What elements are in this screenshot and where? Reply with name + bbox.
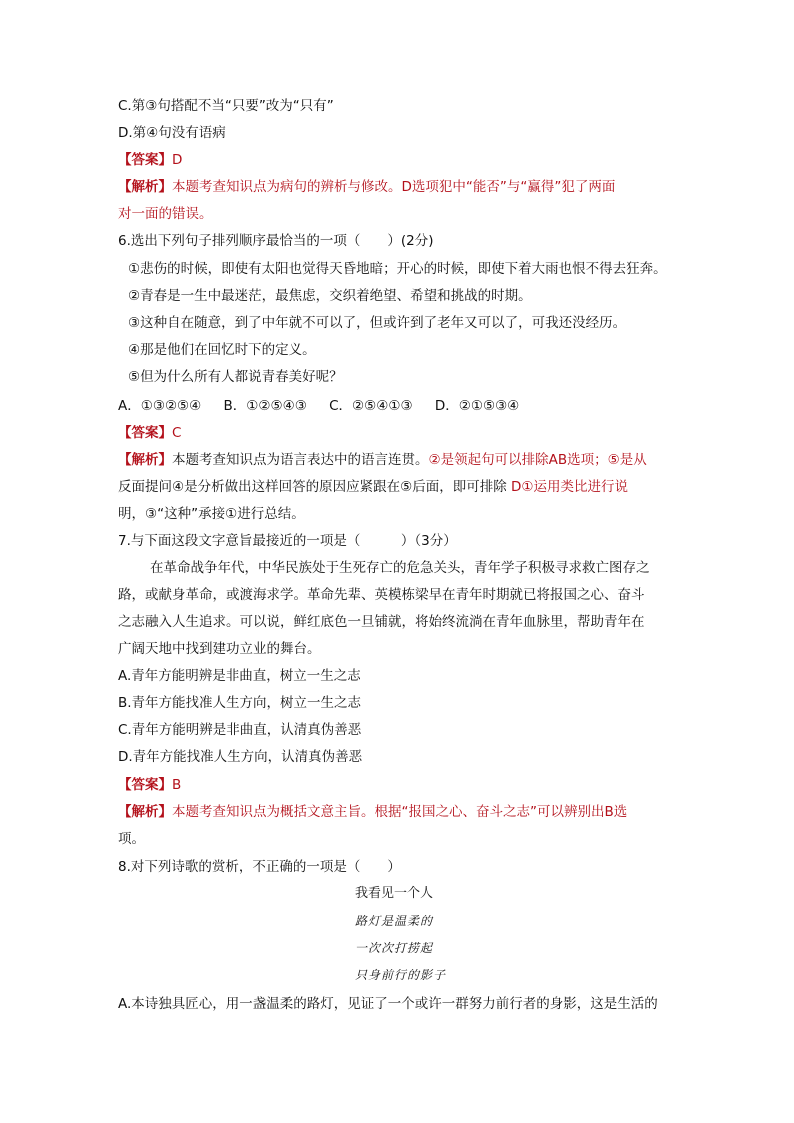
q6-option-d: D．②①⑤③④	[434, 398, 520, 414]
q6-sentence-5: ⑤但为什么所有人都说青春美好呢？	[128, 369, 343, 385]
q7-analysis-line-2: 项。	[118, 831, 145, 847]
q8-option-a: A.本诗独具匠心，用一盏温柔的路灯，见证了一个或许一群努力前行者的身影，这是生活的	[118, 996, 658, 1012]
answer-value: D	[172, 152, 183, 168]
answer-label: 【答案】	[118, 425, 172, 441]
analysis-text: 反面提问④是分析做出这样回答的原因应紧跟在⑤后面，即可排除	[118, 479, 507, 495]
q6-analysis-line-1	[118, 450, 647, 470]
q7-stem: 7.与下面这段文字意旨最接近的一项是（ ）（3分）	[118, 533, 457, 549]
q8-poem-line-1: 我看见一个人	[355, 886, 434, 901]
answer-value: C	[172, 425, 182, 441]
analysis-label: 【解析】	[118, 179, 172, 195]
q6-analysis-line-2	[118, 477, 628, 497]
q6-options	[118, 396, 537, 416]
analysis-text: 本题考查知识点为语言表达中的语言连贯。	[172, 452, 429, 468]
q6-analysis-line-3: 明，③“这种”承接①进行总结。	[118, 506, 305, 522]
analysis-text-highlight: D①运用类比进行说	[506, 479, 629, 495]
analysis-text-highlight: ②是领起句可以排除AB选项；⑤是从	[428, 452, 647, 468]
q6-sentence-4: ④那是他们在回忆时下的定义。	[128, 342, 316, 358]
q8-poem-line-2: 路灯是温柔的	[355, 914, 434, 928]
q6-answer	[118, 423, 181, 443]
q6-option-b: B．①②⑤④③	[223, 398, 307, 414]
q7-analysis-line-1	[118, 802, 627, 822]
q7-passage-line-1: 在革命战争年代，中华民族处于生死存亡的危急关头，青年学子积极寻求救亡图存之	[150, 560, 650, 576]
q8-poem-line-4: 只身前行的影子	[355, 968, 447, 982]
q7-passage-line-4: 广阔天地中找到建功立业的舞台。	[118, 641, 321, 657]
q7-passage-line-2: 路，或献身革命，或渡海求学。革命先辈、英模栋梁早在青年时期就已将报国之心、奋斗	[118, 587, 645, 603]
q7-option-c: C.青年方能明辨是非曲直，认清真伪善恶	[118, 722, 362, 738]
answer-value: B	[172, 777, 182, 793]
q7-answer	[118, 775, 181, 795]
q7-option-d: D.青年方能找准人生方向，认清真伪善恶	[118, 749, 363, 765]
q5-option-d: D.第④句没有语病	[118, 125, 226, 141]
analysis-label: 【解析】	[118, 804, 172, 820]
q8-stem: 8.对下列诗歌的赏析，不正确的一项是（ ）	[118, 859, 401, 875]
q8-poem-line-3: 一次次打捞起	[355, 941, 434, 955]
q5-answer	[118, 150, 182, 170]
q6-sentence-3: ③这种自在随意，到了中年就不可以了，但或许到了老年又可以了，可我还没经历。	[128, 315, 627, 331]
q6-sentence-1: ①悲伤的时候，即使有太阳也觉得天昏地暗；开心的时候，即使下着大雨也恨不得去狂奔。	[128, 261, 667, 277]
q7-option-b: B.青年方能找准人生方向，树立一生之志	[118, 695, 362, 711]
analysis-label: 【解析】	[118, 452, 172, 468]
analysis-text: 本题考查知识点为概括文意主旨。根据“报国之心、奋斗之志”可以辨别出B选	[172, 804, 628, 820]
answer-label: 【答案】	[118, 777, 172, 793]
q5-option-c: C.第③句搭配不当“只要”改为“只有”	[118, 98, 334, 114]
q6-option-a: A．①③②⑤④	[118, 398, 202, 414]
q6-stem: 6.选出下列句子排列顺序最恰当的一项（ ）(2分)	[118, 233, 434, 249]
analysis-text: 本题考查知识点为病句的辨析与修改。D选项犯中“能否”与“赢得”犯了两面	[172, 179, 616, 195]
q5-analysis-line-2: 对一面的错误。	[118, 206, 213, 222]
q7-passage-line-3: 之志融入人生追求。可以说，鲜红底色一旦铺就，将始终流淌在青年血脉里，帮助青年在	[118, 614, 645, 630]
q5-analysis-line-1	[118, 177, 615, 197]
answer-label: 【答案】	[118, 152, 172, 168]
q7-option-a: A.青年方能明辨是非曲直，树立一生之志	[118, 668, 361, 684]
q6-option-c: C．②⑤④①③	[329, 398, 413, 414]
q6-sentence-2: ②青春是一生中最迷茫，最焦虑，交织着绝望、希望和挑战的时期。	[128, 288, 532, 304]
